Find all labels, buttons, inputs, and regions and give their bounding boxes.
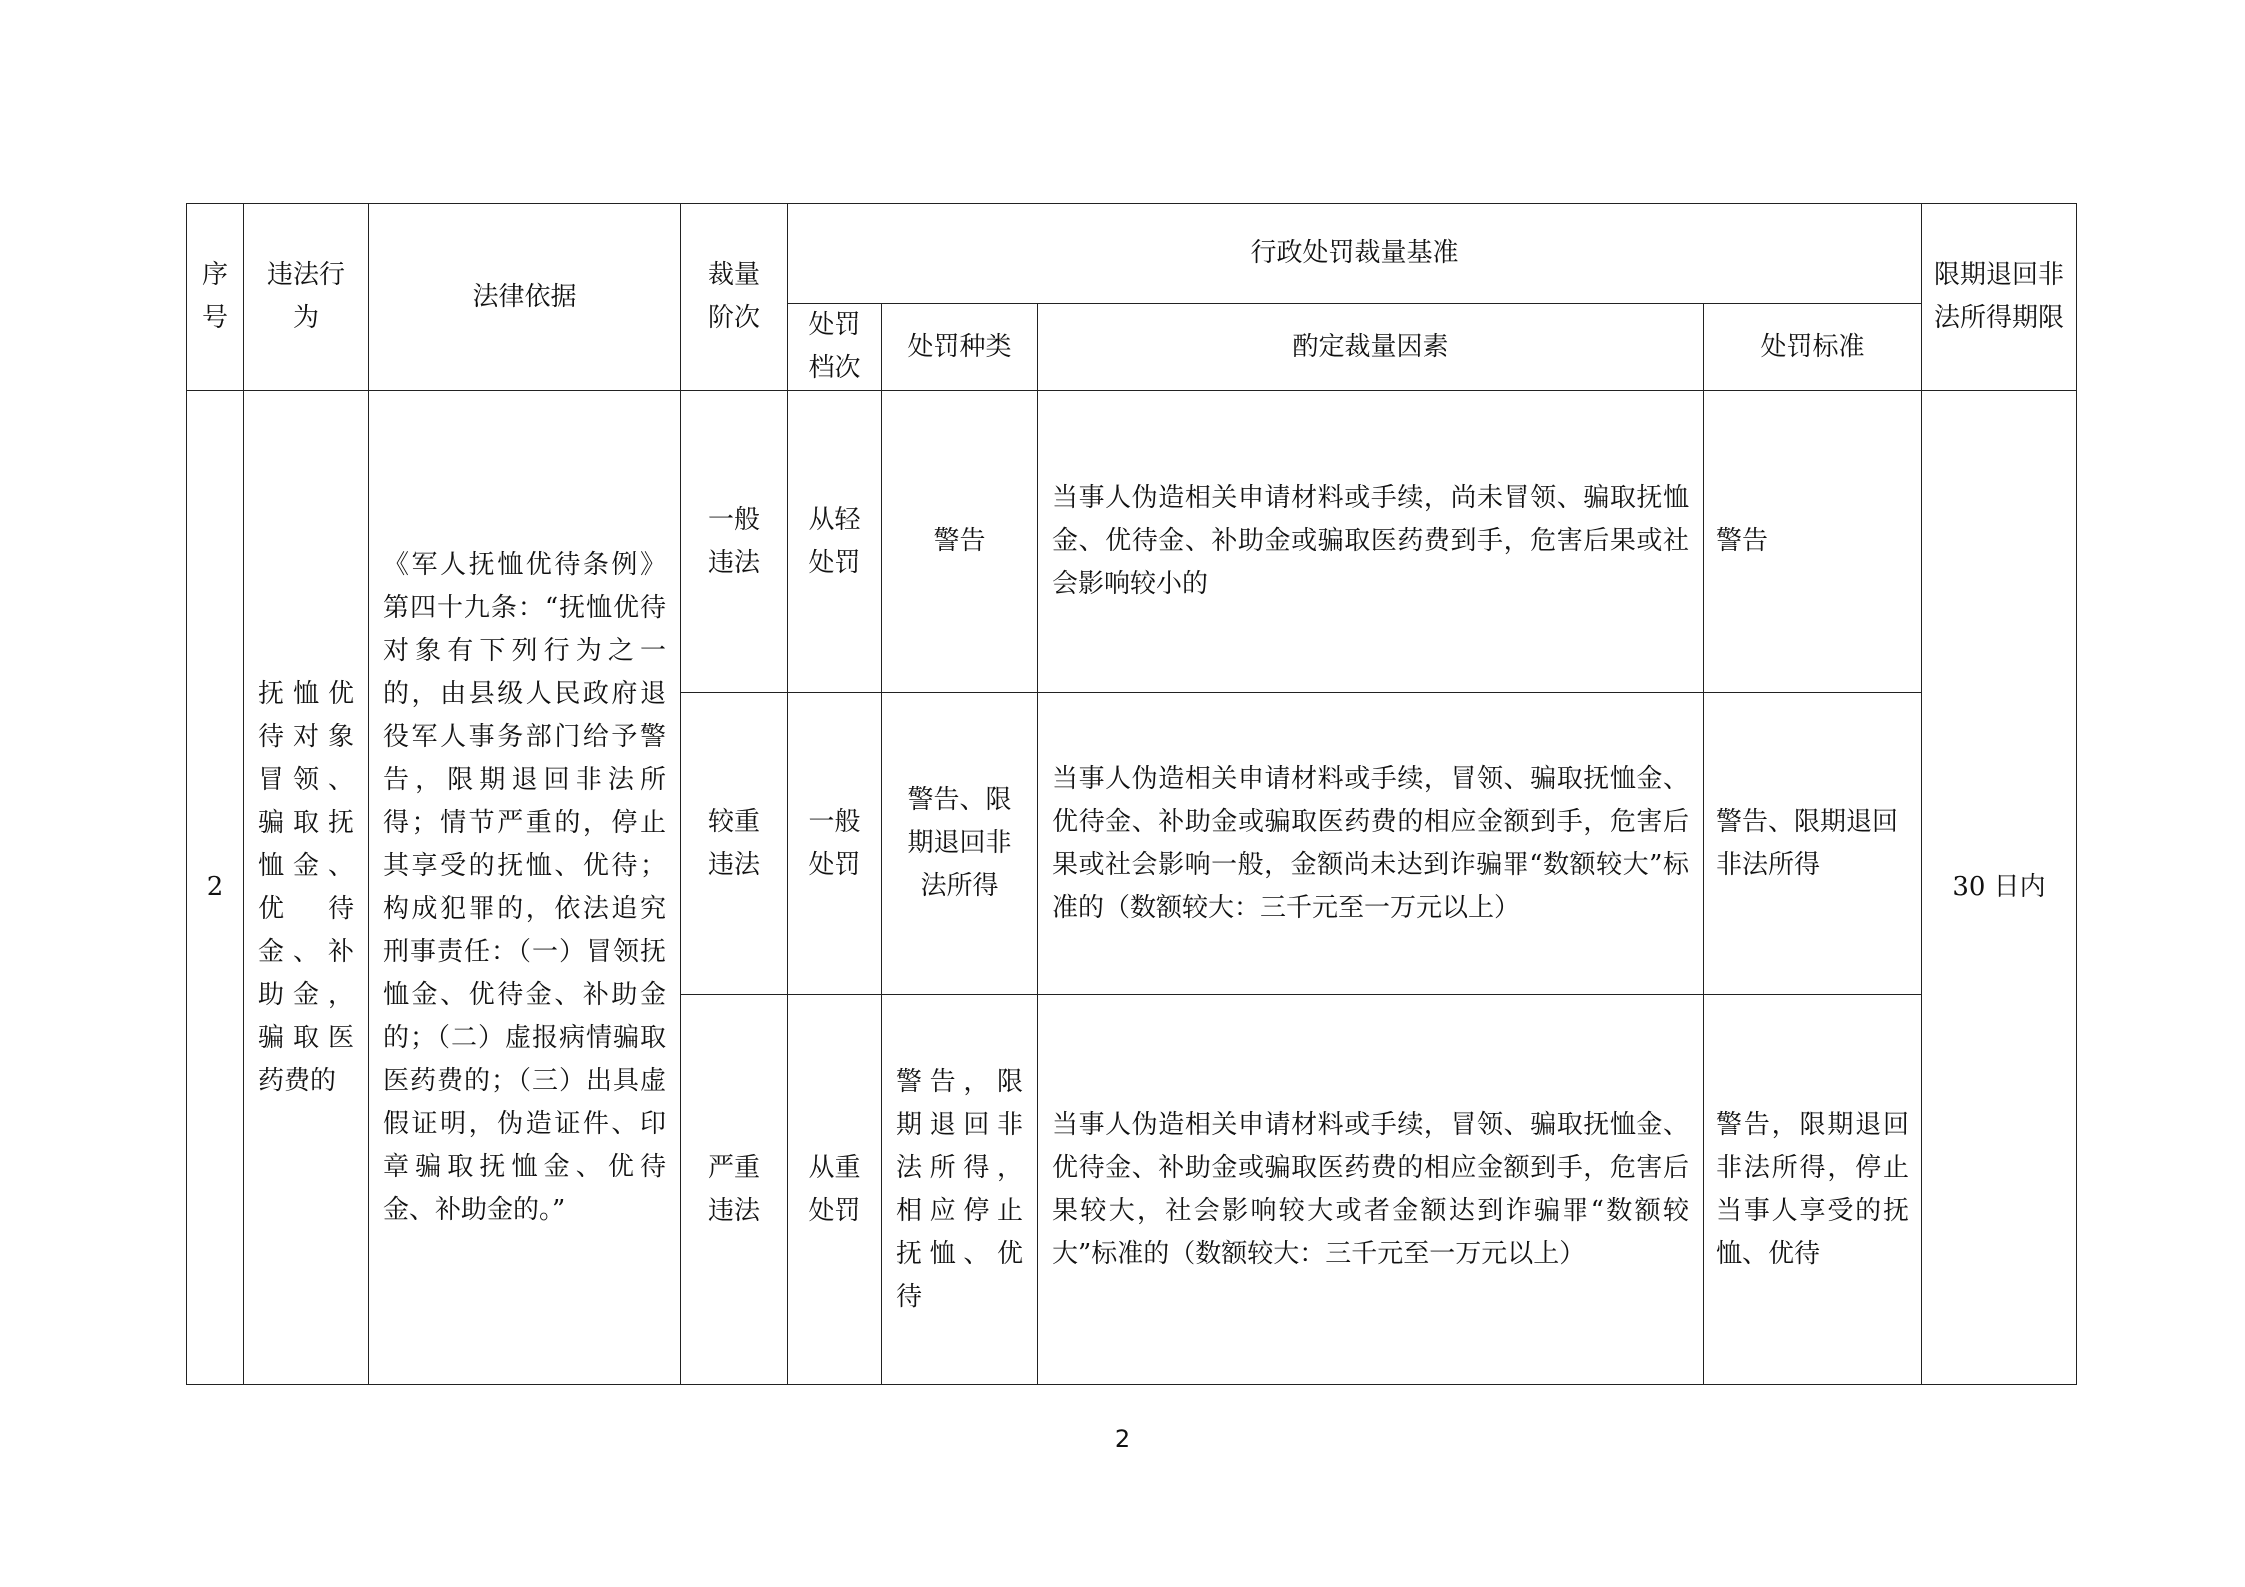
row-seq: 2 — [187, 391, 244, 1385]
level-1-standard: 警告 — [1704, 391, 1922, 693]
header-seq: 序号 — [187, 204, 244, 391]
level-3-standard: 警告，限期退回非法所得，停止当事人享受的抚恤、优待 — [1704, 995, 1922, 1385]
level-3-type: 警告，限期退回非法所得，相应停止抚恤、优待 — [882, 995, 1038, 1385]
table-row — [187, 391, 2077, 693]
row-deadline: 30 日内 — [1922, 391, 2077, 1385]
header-standard-group: 行政处罚裁量基准 — [788, 204, 1922, 304]
header-penalty-standard: 处罚标准 — [1704, 304, 1922, 391]
level-1-factors: 当事人伪造相关申请材料或手续，尚未冒领、骗取抚恤金、优待金、补助金或骗取医药费到手，危害后果或社会影响较小的 — [1038, 391, 1704, 693]
header-penalty-type: 处罚种类 — [882, 304, 1038, 391]
page-number: 2 — [1114, 1425, 1131, 1453]
header-row-1 — [187, 204, 2077, 304]
level-1-type: 警告 — [882, 391, 1038, 693]
level-2-type: 警告、限期退回非法所得 — [882, 693, 1038, 995]
row-legal-basis: 《军人抚恤优待条例》第四十九条：“抚恤优待对象有下列行为之一的，由县级人民政府退役军人事务部门给予警告，限期退回非法所得；情节严重的，停止其享受的抚恤、优待；构成犯罪的，依法追究刑事责任：（一）冒领抚恤金、优待金、补助金的；（二）虚报病情骗取医药费的；（三）出具虚假证明，伪造证件、印章骗取抚恤金、优待金、补助金的。” — [369, 391, 681, 1385]
header-deadline: 限期退回非法所得期限 — [1922, 204, 2077, 391]
header-violation: 违法行为 — [244, 204, 369, 391]
level-3-factors: 当事人伪造相关申请材料或手续，冒领、骗取抚恤金、优待金、补助金或骗取医药费的相应金额到手，危害后果较大，社会影响较大或者金额达到诈骗罪“数额较大”标准的（数额较大：三千元至一万元以上） — [1038, 995, 1704, 1385]
header-discretion-level: 裁量阶次 — [681, 204, 788, 391]
header-legal-basis: 法律依据 — [369, 204, 681, 391]
level-2-standard: 警告、限期退回非法所得 — [1704, 693, 1922, 995]
header-penalty-grade: 处罚档次 — [788, 304, 882, 391]
row-violation: 抚恤优待对象冒领、骗取抚恤金、优待金、补助金，骗取医药费的 — [244, 391, 369, 1385]
level-2-factors: 当事人伪造相关申请材料或手续，冒领、骗取抚恤金、优待金、补助金或骗取医药费的相应金额到手，危害后果或社会影响一般，金额尚未达到诈骗罪“数额较大”标准的（数额较大：三千元至一万元以上） — [1038, 693, 1704, 995]
level-2-grade: 一般处罚 — [788, 693, 882, 995]
discretion-standard-table — [186, 203, 2077, 1385]
level-1-level: 一般违法 — [681, 391, 788, 693]
level-2-level: 较重违法 — [681, 693, 788, 995]
level-1-grade: 从轻处罚 — [788, 391, 882, 693]
level-3-level: 严重违法 — [681, 995, 788, 1385]
header-factors: 酌定裁量因素 — [1038, 304, 1704, 391]
level-3-grade: 从重处罚 — [788, 995, 882, 1385]
